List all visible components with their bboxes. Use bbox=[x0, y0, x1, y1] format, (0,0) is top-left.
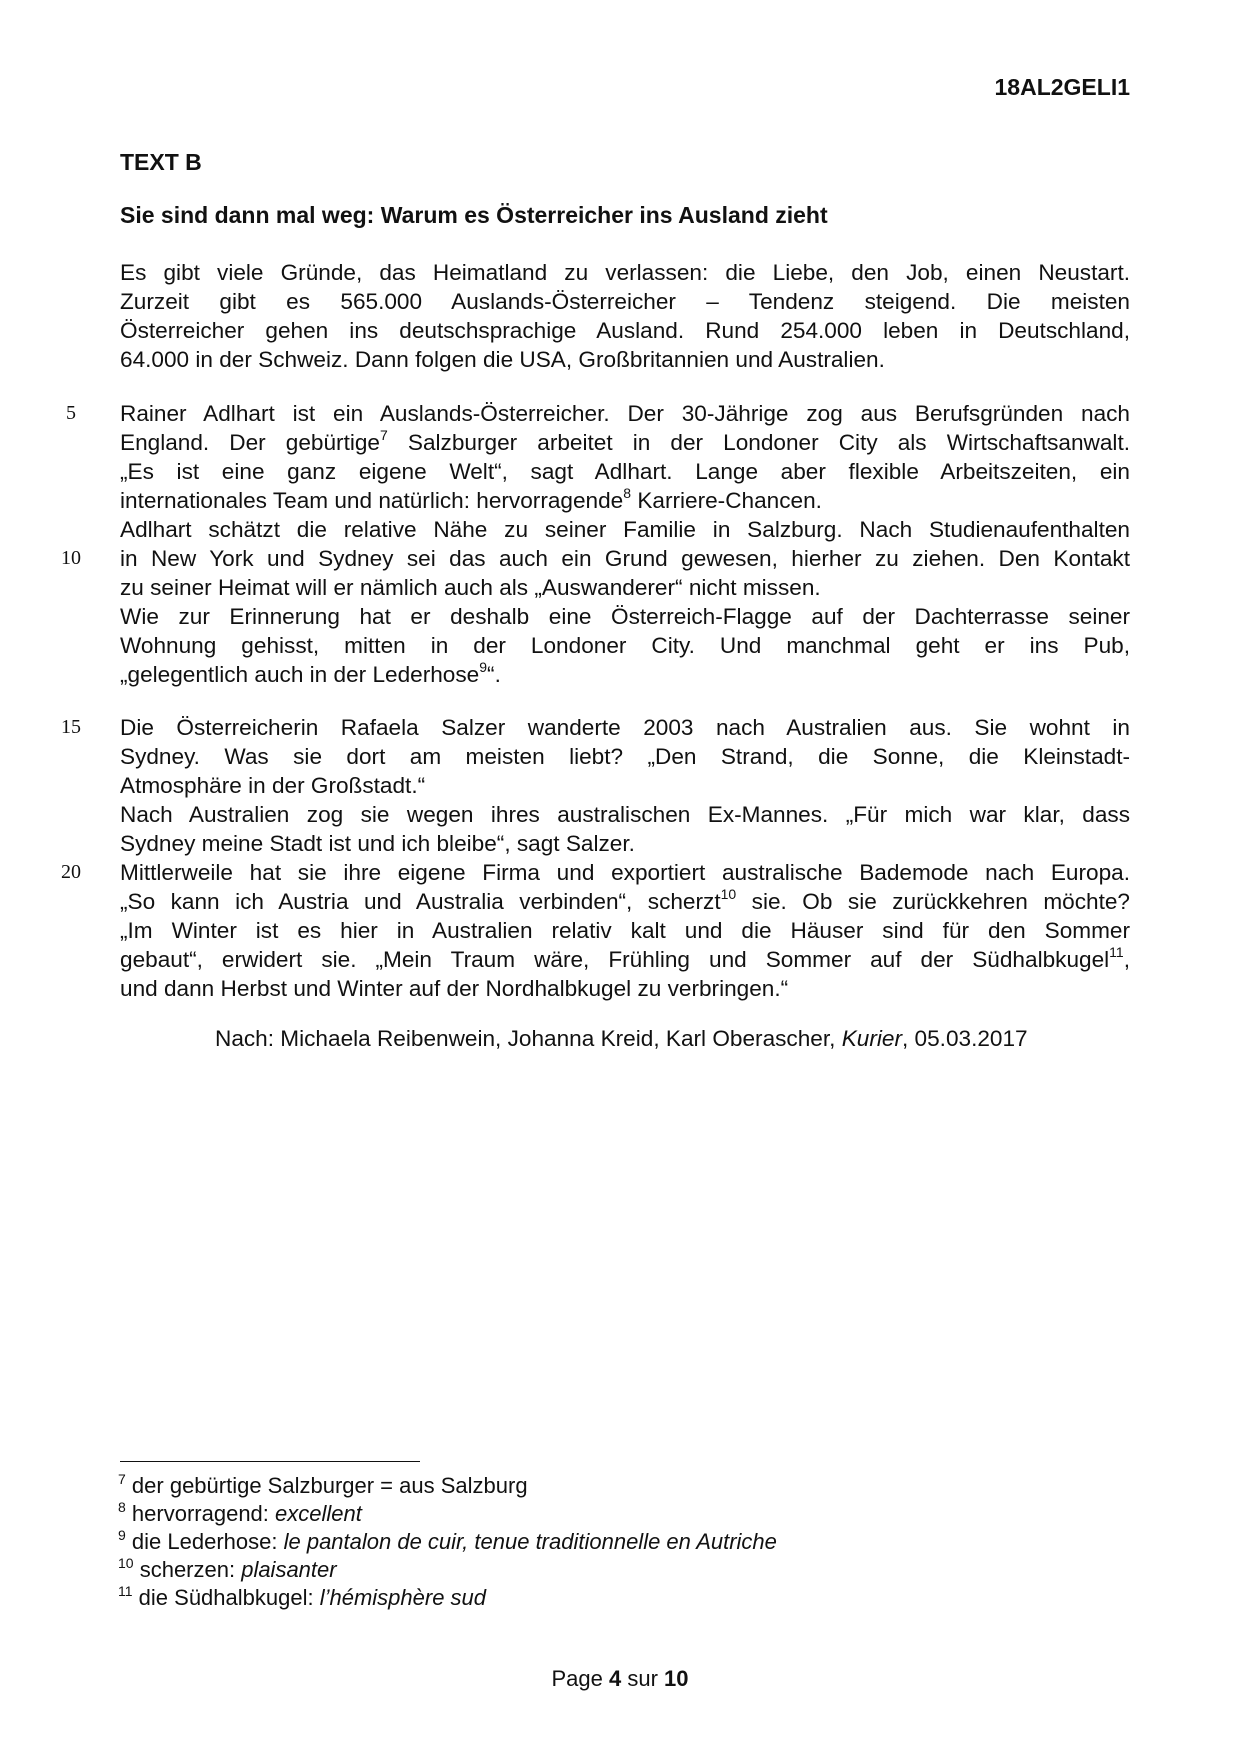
footnote-number: 10 bbox=[118, 1555, 134, 1571]
text-line: zu seiner Heimat will er nämlich auch als „Auswanderer“ nicht missen. bbox=[120, 575, 821, 600]
text-line: Nach Australien zog sie wegen ihres australischen Ex-Mannes. „Für mich war klar, dass bbox=[120, 802, 1130, 827]
line-number: 5 bbox=[66, 402, 76, 424]
text-line: Sydney. Was sie dort am meisten liebt? „Den Strand, die Sonne, die Kleinstadt- bbox=[120, 744, 1130, 769]
footnote-ref: 9 bbox=[479, 659, 488, 675]
source-date: , 05.03.2017 bbox=[901, 1026, 1028, 1051]
footnote-divider bbox=[120, 1461, 420, 1462]
footnote-number: 11 bbox=[118, 1583, 133, 1599]
footnote-term: scherzen: bbox=[139, 1557, 242, 1582]
footnote-term: die Lederhose: bbox=[131, 1529, 284, 1554]
text: , bbox=[1123, 947, 1130, 972]
text-line: Es gibt viele Gründe, das Heimatland zu verlassen: die Liebe, den Job, einen Neustart. bbox=[120, 260, 1130, 285]
footnote-ref: 11 bbox=[1109, 944, 1124, 960]
document-code: 18AL2GELI1 bbox=[994, 74, 1130, 100]
text-line: Wohnung gehisst, mitten in der Londoner City. Und manchmal geht er ins Pub, bbox=[120, 633, 1130, 658]
footnote bbox=[118, 1584, 777, 1612]
footnote-number: 9 bbox=[118, 1527, 126, 1543]
footnote-term: hervorragend: bbox=[131, 1501, 276, 1526]
paragraph-1 bbox=[120, 258, 1130, 374]
text: Karriere-Chancen. bbox=[631, 488, 822, 513]
text-line: Die Österreicherin Rafaela Salzer wanderte 2003 nach Australien aus. Sie wohnt in bbox=[120, 715, 1130, 740]
text-line: „Es ist eine ganz eigene Welt“, sagt Adlhart. Lange aber flexible Arbeitszeiten, ein bbox=[120, 459, 1130, 484]
footnote-definition: le pantalon de cuir, tenue traditionnelle en Autriche bbox=[283, 1529, 777, 1554]
text-line: Mittlerweile hat sie ihre eigene Firma und exportiert australische Bademode nach Europa. bbox=[120, 860, 1130, 885]
text-line: Zurzeit gibt es 565.000 Auslands-Österreicher – Tendenz steigend. Die meisten bbox=[120, 289, 1130, 314]
text-line: und dann Herbst und Winter auf der Nordhalbkugel zu verbringen.“ bbox=[120, 976, 789, 1001]
text: „So kann ich Austria und Australia verbinden“, scherzt bbox=[120, 889, 721, 914]
article-title: Sie sind dann mal weg: Warum es Österreicher ins Ausland zieht bbox=[120, 202, 828, 228]
text-line: Rainer Adlhart ist ein Auslands-Österreicher. Der 30-Jährige zog aus Berufsgründen nach bbox=[120, 401, 1130, 426]
text-line: Adlhart schätzt die relative Nähe zu seiner Familie in Salzburg. Nach Studienaufenthalten bbox=[120, 517, 1130, 542]
text-line: Wie zur Erinnerung hat er deshalb eine Österreich-Flagge auf der Dachterrasse seiner bbox=[120, 604, 1130, 629]
text-line bbox=[120, 486, 1130, 515]
text-line bbox=[120, 887, 1130, 916]
line-number: 10 bbox=[61, 547, 81, 569]
text-line bbox=[120, 428, 1130, 457]
page-label: Page bbox=[551, 1666, 609, 1691]
page-number bbox=[0, 1666, 1240, 1692]
footnote-ref: 10 bbox=[720, 886, 737, 902]
text-line: 64.000 in der Schweiz. Dann folgen die USA, Großbritannien und Australien. bbox=[120, 347, 885, 372]
text: Salzburger arbeitet in der Londoner City als Wirtschaftsanwalt. bbox=[387, 430, 1131, 455]
line-number: 15 bbox=[61, 716, 81, 738]
text-line: „Im Winter ist es hier in Australien relativ kalt und die Häuser sind für den Sommer bbox=[120, 918, 1130, 943]
text-line: in New York und Sydney sei das auch ein Grund gewesen, hierher zu ziehen. Den Kontakt bbox=[120, 546, 1130, 571]
footnote bbox=[118, 1472, 777, 1500]
footnote-term: die Südhalbkugel: bbox=[138, 1585, 320, 1610]
text: „gelegentlich auch in der Lederhose bbox=[120, 662, 480, 687]
footnote-definition: excellent bbox=[275, 1501, 362, 1526]
text-line bbox=[120, 660, 1130, 689]
footnote-ref: 8 bbox=[623, 485, 632, 501]
footnote-number: 7 bbox=[118, 1471, 126, 1487]
text-line: Sydney meine Stadt ist und ich bleibe“, sagt Salzer. bbox=[120, 831, 635, 856]
text: sie. Ob sie zurückkehren möchte? bbox=[736, 889, 1130, 914]
paragraph-2 bbox=[120, 399, 1130, 689]
text: gebaut“, erwidert sie. „Mein Traum wäre, Frühling und Sommer auf der Südhalbkugel bbox=[120, 947, 1110, 972]
footnote bbox=[118, 1528, 777, 1556]
total-pages: 10 bbox=[664, 1666, 689, 1691]
source-publication: Kurier bbox=[841, 1026, 902, 1051]
text: internationales Team und natürlich: hervorragende bbox=[120, 488, 624, 513]
footnote-definition: plaisanter bbox=[241, 1557, 337, 1582]
source-citation bbox=[215, 1026, 1028, 1052]
footnote-ref: 7 bbox=[380, 427, 388, 443]
current-page: 4 bbox=[608, 1666, 622, 1691]
line-number: 20 bbox=[61, 861, 81, 883]
text: England. Der gebürtige bbox=[120, 430, 381, 455]
footnote-definition: l’hémisphère sud bbox=[319, 1585, 487, 1610]
paragraph-3 bbox=[120, 713, 1130, 1003]
text-line: Österreicher gehen ins deutschsprachige Ausland. Rund 254.000 leben in Deutschland, bbox=[120, 318, 1130, 343]
text: “. bbox=[487, 662, 501, 687]
section-label: TEXT B bbox=[120, 149, 202, 175]
footnote bbox=[118, 1556, 777, 1584]
text-line bbox=[120, 945, 1130, 974]
footnote bbox=[118, 1500, 777, 1528]
footnotes bbox=[118, 1472, 777, 1612]
footnote-term: der gebürtige Salzburger = aus Salzburg bbox=[131, 1473, 528, 1498]
source-authors: Nach: Michaela Reibenwein, Johanna Kreid, Karl Oberascher, bbox=[215, 1026, 842, 1051]
page-separator: sur bbox=[621, 1666, 665, 1691]
footnote-number: 8 bbox=[118, 1499, 126, 1515]
text-line: Atmosphäre in der Großstadt.“ bbox=[120, 773, 426, 798]
